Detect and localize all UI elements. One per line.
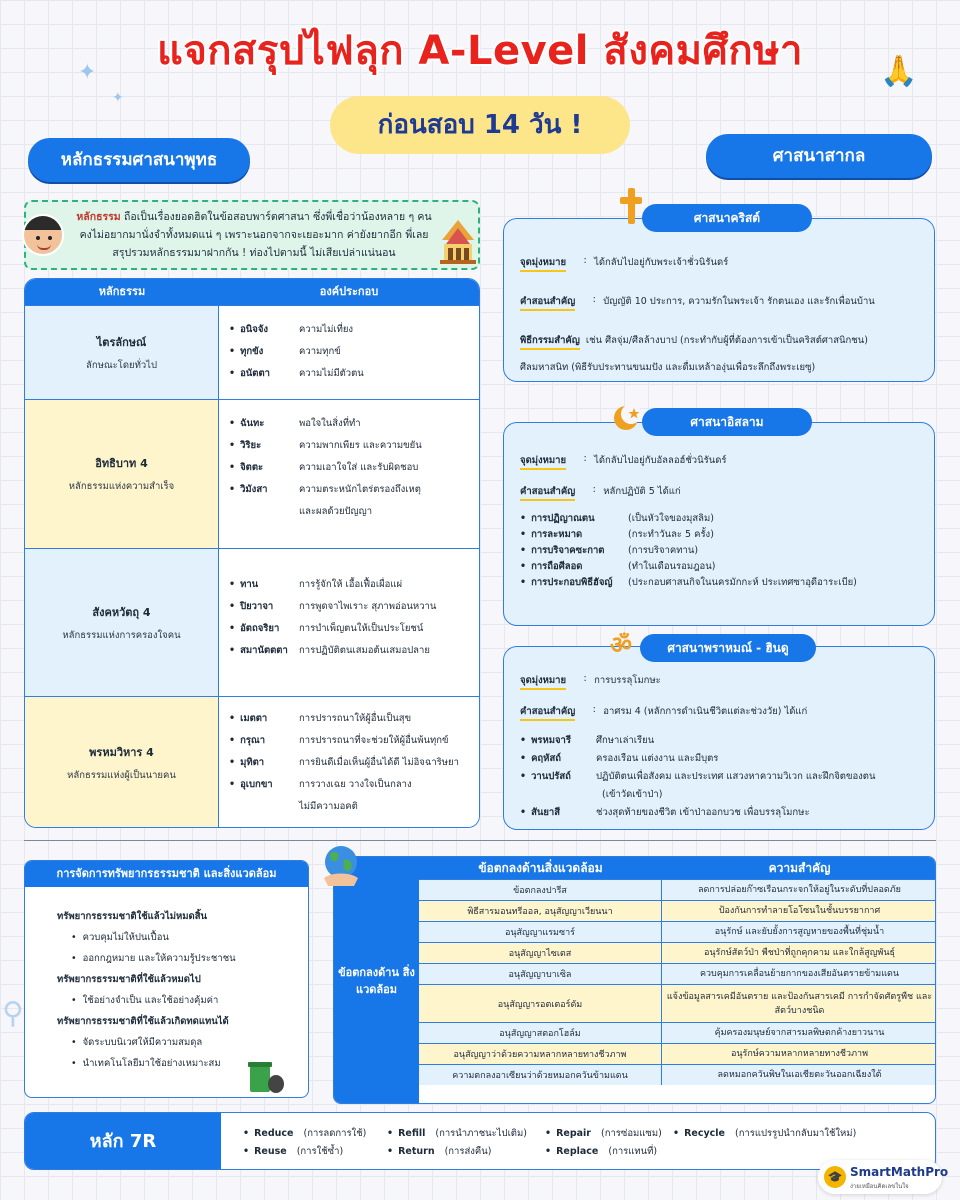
goal-row: จุดมุ่งหมาย : ได้กลับไปอยู่กับพระเจ้าชั่วนิรันดร์ (520, 255, 920, 272)
countdown-badge: ก่อนสอบ 14 วัน ! (330, 96, 630, 154)
column-header: องค์ประกอบ (319, 285, 379, 298)
definition: พอใจในสิ่งที่ทำ (299, 418, 361, 429)
agreement-name: อนุสัญญาสตอกโฮล์ม (419, 1023, 662, 1043)
goal-value: การบรรลุโมกษะ (594, 675, 661, 686)
agreement-name: ข้อตกลงปารีส (419, 880, 662, 900)
list-item (545, 1126, 662, 1141)
teaching-value: บัญญัติ 10 ประการ, ความรักในพระเจ้า รักตนเอง และรักเพื่อนบ้าน (603, 296, 875, 307)
sparkle-icon: ✦ (112, 90, 124, 106)
definition: การรู้จักให้ เอื้อเฟื้อเผื่อแผ่ (299, 579, 403, 590)
agreement-importance: คุ้มครองมนุษย์จากสารมลพิษตกค้างยาวนาน (662, 1023, 936, 1043)
column-header: ข้อตกลงด้านสิ่งแวดล้อม (478, 861, 603, 875)
table-row (419, 984, 936, 1022)
agreement-importance: ควบคุมการเคลื่อนย้ายกากของเสียอันตรายข้ามแดน (662, 964, 936, 984)
list-item (520, 527, 930, 543)
avatar (22, 214, 64, 256)
list-item (387, 1144, 491, 1159)
list-item (673, 1126, 856, 1141)
list-item (229, 366, 479, 388)
table-row (419, 963, 936, 984)
r-desc: (การซ่อมแซม) (601, 1128, 662, 1139)
list-item (229, 755, 479, 777)
ashrama-term: • พรหมจารี (520, 733, 596, 751)
table-row (25, 696, 479, 828)
seven-r-box (24, 1112, 936, 1170)
table-row (419, 1043, 936, 1064)
table-row (419, 1022, 936, 1043)
definition: ความไม่มีตัวตน (299, 368, 364, 379)
pillar-term: • การประกอบพิธีฮัจญ์ (520, 575, 628, 591)
list-item: • นำเทคโนโลยีมาใช้อย่างเหมาะสม (71, 1056, 308, 1071)
term: • อุเบกขา (229, 777, 299, 792)
goal-label: จุดมุ่งหมาย (520, 453, 566, 470)
ashrama-term: • วานปรัสถ์ (520, 769, 596, 787)
agreement-name: พิธีสารมอนทรีออล, อนุสัญญาเวียนนา (419, 901, 662, 921)
teaching-row: คำสอนสำคัญ : บัญญัติ 10 ประการ, ความรักในพระเจ้า รักตนเอง และรักเพื่อนบ้าน (520, 294, 920, 311)
r-term: • Recycle (673, 1128, 725, 1139)
intro-text (74, 208, 434, 262)
sparkle-icon: ✦ (78, 60, 97, 85)
goal-row: จุดมุ่งหมาย : ได้กลับไปอยู่กับอัลลอฮ์ชั่วนิรันดร์ (520, 453, 930, 470)
resource-group-title: ทรัพยากรธรรมชาติที่ใช้แล้วเกิดทดแทนได้ (57, 1016, 229, 1027)
temple-icon (436, 218, 480, 266)
ashrama-desc: ครองเรือน แต่งงาน และมีบุตร (596, 753, 719, 764)
list-item (387, 1126, 527, 1141)
term: • วิริยะ (229, 438, 299, 453)
definition: การวางเฉย วางใจเป็นกลาง (299, 779, 412, 790)
ashrama-desc: (เข้าวัดเข้าป่า) (602, 789, 663, 800)
list-item (520, 805, 930, 823)
term: • อัตถจริยา (229, 621, 299, 636)
list-item (520, 575, 930, 591)
list-item: • ออกกฎหมาย และให้ความรู้ประชาชน (71, 951, 308, 966)
pillar-desc: (การบริจาคทาน) (628, 545, 699, 556)
list-item (520, 559, 930, 575)
goal-label: จุดมุ่งหมาย (520, 673, 566, 690)
agreement-importance: อนุรักษ์ และยับยั้งการสูญหายของพื้นที่ชุ่มน้ำ (662, 922, 936, 942)
pillar-term: • การถือศีลอด (520, 559, 628, 575)
definition: และผลด้วยปัญญา (299, 506, 373, 517)
list-item-continuation (229, 504, 479, 526)
rite-value-2: ศีลมหาสนิท (พิธีรับประทานขนมปัง และดื่มเหล้าองุ่นเพื่อระลึกถึงพระเยซู) (520, 362, 816, 373)
r-term: • Refill (387, 1128, 425, 1139)
list-item (229, 344, 479, 366)
table-row (25, 305, 479, 399)
list-item (243, 1126, 366, 1141)
r-desc: (การแปรรูปนำกลับมาใช้ใหม่) (735, 1128, 857, 1139)
definition: การบำเพ็ญตนให้เป็นประโยชน์ (299, 623, 424, 634)
r-term: • Replace (545, 1146, 598, 1157)
list-item (229, 438, 479, 460)
pillar-desc: (เป็นหัวใจของมุสลิม) (628, 513, 714, 524)
list-item (229, 643, 479, 665)
definition: ความตระหนักไตร่ตรองถึงเหตุ (299, 484, 421, 495)
dharma-name: อิทธิบาท 4 (95, 457, 148, 470)
table-row (25, 548, 479, 696)
resource-group-title: ทรัพยากรธรรมชาติที่ใช้แล้วหมดไป (57, 974, 201, 985)
r-term: • Reuse (243, 1146, 287, 1157)
agreement-importance: ลดการปล่อยก๊าซเรือนกระจกให้อยู่ในระดับที่ปลอดภัย (662, 880, 936, 900)
r-term: • Return (387, 1146, 435, 1157)
magnifier-icon: ⚲ (2, 996, 24, 1031)
table-row (419, 942, 936, 963)
list-item-continuation (520, 787, 930, 805)
r-desc: (การแทนที่) (608, 1146, 658, 1157)
environment-heading: การจัดการทรัพยากรธรรมชาติ และสิ่งแวดล้อม (25, 861, 308, 887)
crescent-moon-icon (612, 402, 642, 432)
agreements-table (333, 856, 936, 1104)
christianity-heading: ศาสนาคริสต์ (642, 204, 812, 232)
pillar-term: • การบริจาคซะกาต (520, 543, 628, 559)
islam-heading: ศาสนาอิสลาม (642, 408, 812, 436)
agreement-name: ความตกลงอาเซียนว่าด้วยหมอกควันข้ามแดน (419, 1065, 662, 1085)
ashrama-term: • สันยาสี (520, 805, 596, 823)
table-row (419, 921, 936, 942)
definition: ความเอาใจใส่ และรับผิดชอบ (299, 462, 419, 473)
agreement-importance: ป้องกันการทำลายโอโซนในชั้นบรรยากาศ (662, 901, 936, 921)
intro-box (24, 200, 480, 270)
list-item (243, 1144, 343, 1159)
section-world-religions-heading: ศาสนาสากล (706, 134, 932, 178)
table-row (419, 900, 936, 921)
table-header (25, 279, 479, 305)
graduation-cap-icon: 🎓 (824, 1166, 846, 1188)
ashrama-desc: ศึกษาเล่าเรียน (596, 735, 655, 746)
term: • สมานัตตตา (229, 643, 299, 658)
pillar-desc: (ประกอบศาสนกิจในนครมักกะห์ ประเทศซาอุดีอาระเบีย) (628, 577, 857, 588)
term: • ทุกขัง (229, 344, 299, 359)
definition: การยินดีเมื่อเห็นผู้อื่นได้ดี ไม่อิจฉาริษยา (299, 757, 459, 768)
list-item (520, 733, 930, 751)
pillar-desc: (กระทำวันละ 5 ครั้ง) (628, 529, 714, 540)
r-desc: (การลดการใช้) (303, 1128, 367, 1139)
agreements-side-label: ข้อตกลงด้าน สิ่งแวดล้อม (334, 857, 419, 1104)
agreement-importance: แจ้งข้อมูลสารเคมีอันตราย และป้องกันสารเคมี การกำจัดศัตรูพืช และสัตว์บางชนิด (662, 985, 936, 1022)
recycle-bin-icon (248, 1058, 284, 1094)
resource-group-title: ทรัพยากรธรรมชาติใช้แล้วไม่หมดสิ้น (57, 911, 207, 922)
agreement-name: อนุสัญญาว่าด้วยความหลากหลายทางชีวภาพ (419, 1044, 662, 1064)
seven-r-label: หลัก 7R (25, 1113, 221, 1170)
list-item (229, 621, 479, 643)
list-item (520, 543, 930, 559)
list-item (229, 416, 479, 438)
list-item (520, 769, 930, 787)
definition: การปฏิบัติตนเสมอต้นเสมอปลาย (299, 645, 430, 656)
islam-card (503, 422, 935, 626)
table-row (419, 879, 936, 900)
hinduism-card (503, 646, 935, 830)
list-item: • ควบคุมไม่ให้ปนเปื้อน (71, 930, 308, 945)
cross-icon (618, 188, 644, 224)
dharma-name: สังคหวัตถุ 4 (92, 605, 151, 619)
agreement-name: อนุสัญญาไซเตส (419, 943, 662, 963)
section-buddhism-heading: หลักธรรมศาสนาพุทธ (28, 138, 250, 182)
christianity-card (503, 218, 935, 382)
goal-label: จุดมุ่งหมาย (520, 255, 566, 272)
goal-value: ได้กลับไปอยู่กับพระเจ้าชั่วนิรันดร์ (594, 257, 729, 268)
term: • อนัตตา (229, 366, 299, 381)
r-desc: (การส่งคืน) (444, 1146, 492, 1157)
list-item (229, 460, 479, 482)
teaching-label: คำสอนสำคัญ (520, 294, 575, 311)
page-title: แจกสรุปไฟลุก A-Level สังคมศึกษา (157, 28, 803, 74)
list-item (229, 777, 479, 799)
om-icon: ॐ (610, 631, 632, 659)
goal-row: จุดมุ่งหมาย : การบรรลุโมกษะ (520, 673, 930, 690)
agreement-name: อนุสัญญาบาเซิล (419, 964, 662, 984)
hinduism-heading: ศาสนาพราหมณ์ - ฮินดู (640, 634, 816, 662)
dharma-desc: หลักธรรมแห่งผู้เป็นนายคน (67, 770, 176, 781)
definition: การพูดจาไพเราะ สุภาพอ่อนหวาน (299, 601, 437, 612)
agreement-name: อนุสัญญารอตเตอร์ดัม (419, 985, 662, 1022)
definition: ความพากเพียร และความขยัน (299, 440, 422, 451)
teaching-value: หลักปฏิบัติ 5 ได้แก่ (603, 486, 681, 497)
pillar-desc: (ทำในเดือนรอมฎอน) (628, 561, 716, 572)
r-desc: (การใช้ซ้ำ) (296, 1146, 344, 1157)
brand-logo (818, 1160, 949, 1194)
intro-body: ถือเป็นเรื่องยอดฮิตในข้อสอบพาร์ตศาสนา ซึ่งพี่เชื่อว่าน้องหลาย ๆ คนคงไม่อยากมานั่งจำทั้งหมดแน่ ๆ เพราะนอกจากจะเยอะมาก ค่ายังยากอีก พี่เลยสรุปรวมหลักธรรมมาฝากกัน ! ท่องไปตามนี้ ไม่เสียเปล่าแน่นอน (79, 211, 432, 259)
agreement-importance: อนุรักษ์ความหลากหลายทางชีวภาพ (662, 1044, 936, 1064)
ashrama-term: • คฤหัสถ์ (520, 751, 596, 769)
r-desc: (การนำภาชนะไปเติม) (435, 1128, 527, 1139)
list-item: • ใช้อย่างจำเป็น และใช้อย่างคุ้มค่า (71, 993, 308, 1008)
term: • จิตตะ (229, 460, 299, 475)
rite-row-2 (520, 360, 920, 375)
ashrama-list (520, 733, 930, 823)
dharma-desc: หลักธรรมแห่งการครองใจคน (62, 629, 181, 641)
rite-label: พิธีกรรมสำคัญ (520, 333, 580, 350)
list-item: • จัดระบบนิเวศให้มีความสมดุล (71, 1035, 308, 1050)
teaching-label: คำสอนสำคัญ (520, 704, 575, 721)
teaching-label: คำสอนสำคัญ (520, 484, 575, 501)
list-item (229, 577, 479, 599)
column-header: หลักธรรม (98, 285, 146, 298)
list-item-continuation (229, 799, 479, 821)
divider (24, 840, 936, 841)
term: • ทาน (229, 577, 299, 592)
r-term: • Repair (545, 1128, 591, 1139)
dharma-desc: หลักธรรมแห่งความสำเร็จ (68, 481, 175, 492)
pillar-term: • การปฏิญาณตน (520, 511, 628, 527)
list-item (229, 482, 479, 504)
intro-lead: หลักธรรม (76, 211, 121, 223)
pillars-list (520, 511, 930, 591)
teaching-row: คำสอนสำคัญ : อาศรม 4 (หลักการดำเนินชีวิตแต่ละช่วงวัย) ได้แก่ (520, 704, 930, 721)
logo-tagline: ง่ายเหมือนคิดเลขในใจ (850, 1183, 909, 1190)
definition: ไม่มีความอคติ (299, 801, 358, 812)
agreement-name: อนุสัญญาแรมซาร์ (419, 922, 662, 942)
goal-value: ได้กลับไปอยู่กับอัลลอฮ์ชั่วนิรันดร์ (594, 455, 727, 466)
table-row (25, 399, 479, 548)
rite-value: เช่น ศีลจุ่ม/ศีลล้างบาป (กระทำกับผู้ที่ต้องการเข้าเป็นคริสต์ศาสนิกชน) (585, 335, 868, 346)
term: • อนิจจัง (229, 322, 299, 337)
definition: การปรารถนาให้ผู้อื่นเป็นสุข (299, 713, 412, 724)
term: • ปิยวาจา (229, 599, 299, 614)
term: • มุทิตา (229, 755, 299, 770)
list-item (229, 322, 479, 344)
definition: ความไม่เที่ยง (299, 324, 354, 335)
list-item (229, 711, 479, 733)
globe-icon (318, 842, 364, 888)
table-row (419, 1064, 936, 1085)
logo-name: SmartMathPro (850, 1165, 949, 1179)
dharma-desc: ลักษณะโดยทั่วไป (86, 359, 157, 371)
agreement-importance: ลดหมอกควันพิษในเอเชียตะวันออกเฉียงใต้ (662, 1065, 936, 1085)
r-term: • Reduce (243, 1128, 293, 1139)
praying-hands-icon: 🙏 (880, 54, 918, 89)
list-item (229, 599, 479, 621)
definition: ความทุกข์ (299, 346, 341, 357)
definition: การปรารถนาที่จะช่วยให้ผู้อื่นพ้นทุกข์ (299, 735, 449, 746)
term: • เมตตา (229, 711, 299, 726)
table-header (419, 857, 936, 879)
pillar-term: • การละหมาด (520, 527, 628, 543)
list-item (520, 511, 930, 527)
term: • ฉันทะ (229, 416, 299, 431)
list-item (229, 733, 479, 755)
column-header: ความสำคัญ (768, 861, 831, 875)
dharma-name: พรหมวิหาร 4 (89, 746, 154, 759)
list-item (520, 751, 930, 769)
teaching-value: อาศรม 4 (หลักการดำเนินชีวิตแต่ละช่วงวัย) ได้แก่ (603, 706, 808, 717)
rite-row (520, 333, 920, 350)
term: • กรุณา (229, 733, 299, 748)
teaching-row: คำสอนสำคัญ : หลักปฏิบัติ 5 ได้แก่ (520, 484, 930, 501)
list-item (545, 1144, 657, 1159)
term: • วิมังสา (229, 482, 299, 497)
agreement-importance: อนุรักษ์สัตว์ป่า พืชป่าที่ถูกคุกคาม และใกล้สูญพันธุ์ (662, 943, 936, 963)
ashrama-desc: ช่วงสุดท้ายของชีวิต เข้าป่าออกบวช เพื่อบรรลุโมกษะ (596, 807, 810, 818)
buddhism-table (24, 278, 480, 828)
ashrama-desc: ปฏิบัติตนเพื่อสังคม และประเทศ แสวงหาความวิเวก และฝึกจิตของตน (596, 771, 876, 782)
dharma-name: ไตรลักษณ์ (96, 335, 147, 349)
